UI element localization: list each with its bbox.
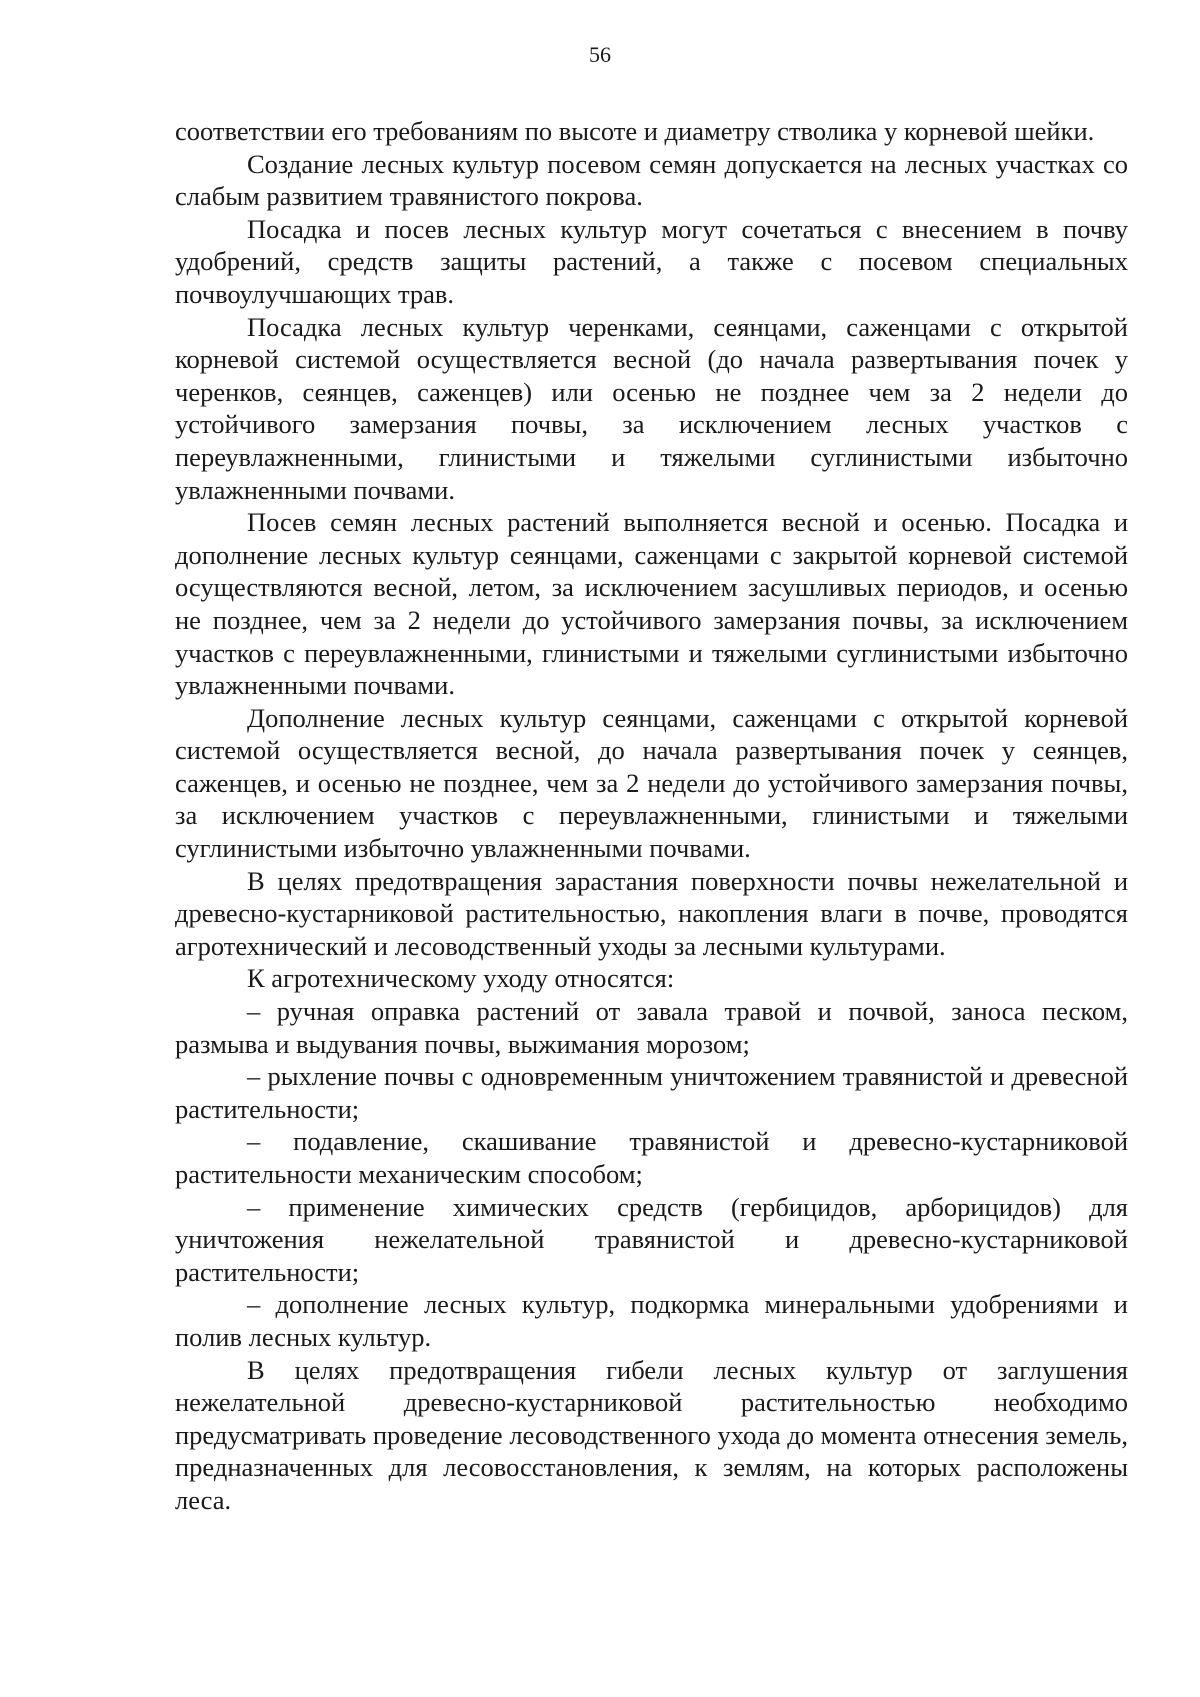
paragraph-final: В целях предотвращения гибели лесных культур от заглушения нежелательной древесно-кустарниковой растительностью необходимо предусматривать проведение лесоводственного ухода до момента отнесения земель, предназначенных для лесовосстановления, к землям, на которых расположены леса. xyxy=(175,1354,1128,1515)
list-item-2: – рыхление почвы с одновременным уничтожением травянистой и древесной растительности; xyxy=(175,1061,1128,1124)
paragraph-3: Посадка и посев лесных культур могут сочетаться с внесением в почву удобрений, средств защиты растений, а также с посевом специальных почвоулучшающих трав. xyxy=(175,213,1128,309)
paragraph-6: Дополнение лесных культур сеянцами, саженцами с открытой корневой системой осуществляется весной, до начала развертывания почек у сеянцев, саженцев, и осенью не позднее, чем за 2 недели до устойчивого замерзания почвы, за исключением участков с переувлажненными, глинистыми и тяжелыми суглинистыми избыточно увлажненными почвами. xyxy=(175,702,1128,864)
paragraph-7: В целях предотвращения зарастания поверхности почвы нежелательной и древесно-кустарниковой растительностью, накопления влаги в почве, проводятся агротехнический и лесоводственный уходы за лесными культурами. xyxy=(175,865,1128,961)
page-number: 56 xyxy=(589,42,611,67)
paragraph-2: Создание лесных культур посевом семян допускается на лесных участках со слабым развитием травянистого покрова. xyxy=(175,148,1128,212)
paragraph-5: Посев семян лесных растений выполняется весной и осенью. Посадка и дополнение лесных культур сеянцами, саженцами с закрытой корневой системой осуществляются весной, летом, за исключением засушливых периодов, и осенью не позднее, чем за 2 недели до устойчивого замерзания почвы, за исключением участков с переувлажненными, глинистыми и тяжелыми суглинистыми избыточно увлажненными почвами. xyxy=(175,507,1128,701)
list-item-3: – подавление, скашивание травянистой и древесно-кустарниковой растительности механическим способом; xyxy=(175,1126,1128,1189)
body-text xyxy=(175,115,1128,1517)
list-item-1: – ручная оправка растений от завала травой и почвой, заноса песком, размыва и выдувания почвы, выжимания морозом; xyxy=(175,996,1128,1059)
list-item-4: – применение химических средств (гербицидов, арборицидов) для уничтожения нежелательной травянистой и древесно-кустарниковой растительности; xyxy=(175,1191,1128,1287)
paragraph-1: соответствии его требованиям по высоте и диаметру стволика у корневой шейки. xyxy=(175,116,1095,146)
list-intro: К агротехническому уходу относятся: xyxy=(247,963,675,994)
list-item-5: – дополнение лесных культур, подкормка минеральными удобрениями и полив лесных культур. xyxy=(175,1289,1128,1352)
paragraph-4: Посадка лесных культур черенками, сеянцами, саженцами с открытой корневой системой осуществляется весной (до начала развертывания почек у черенков, сеянцев, саженцев) или осенью не позднее чем за 2 недели до устойчивого замерзания почвы, за исключением лесных участков с переувлажненными, глинистыми и тяжелыми суглинистыми избыточно увлажненными почвами. xyxy=(175,311,1128,505)
